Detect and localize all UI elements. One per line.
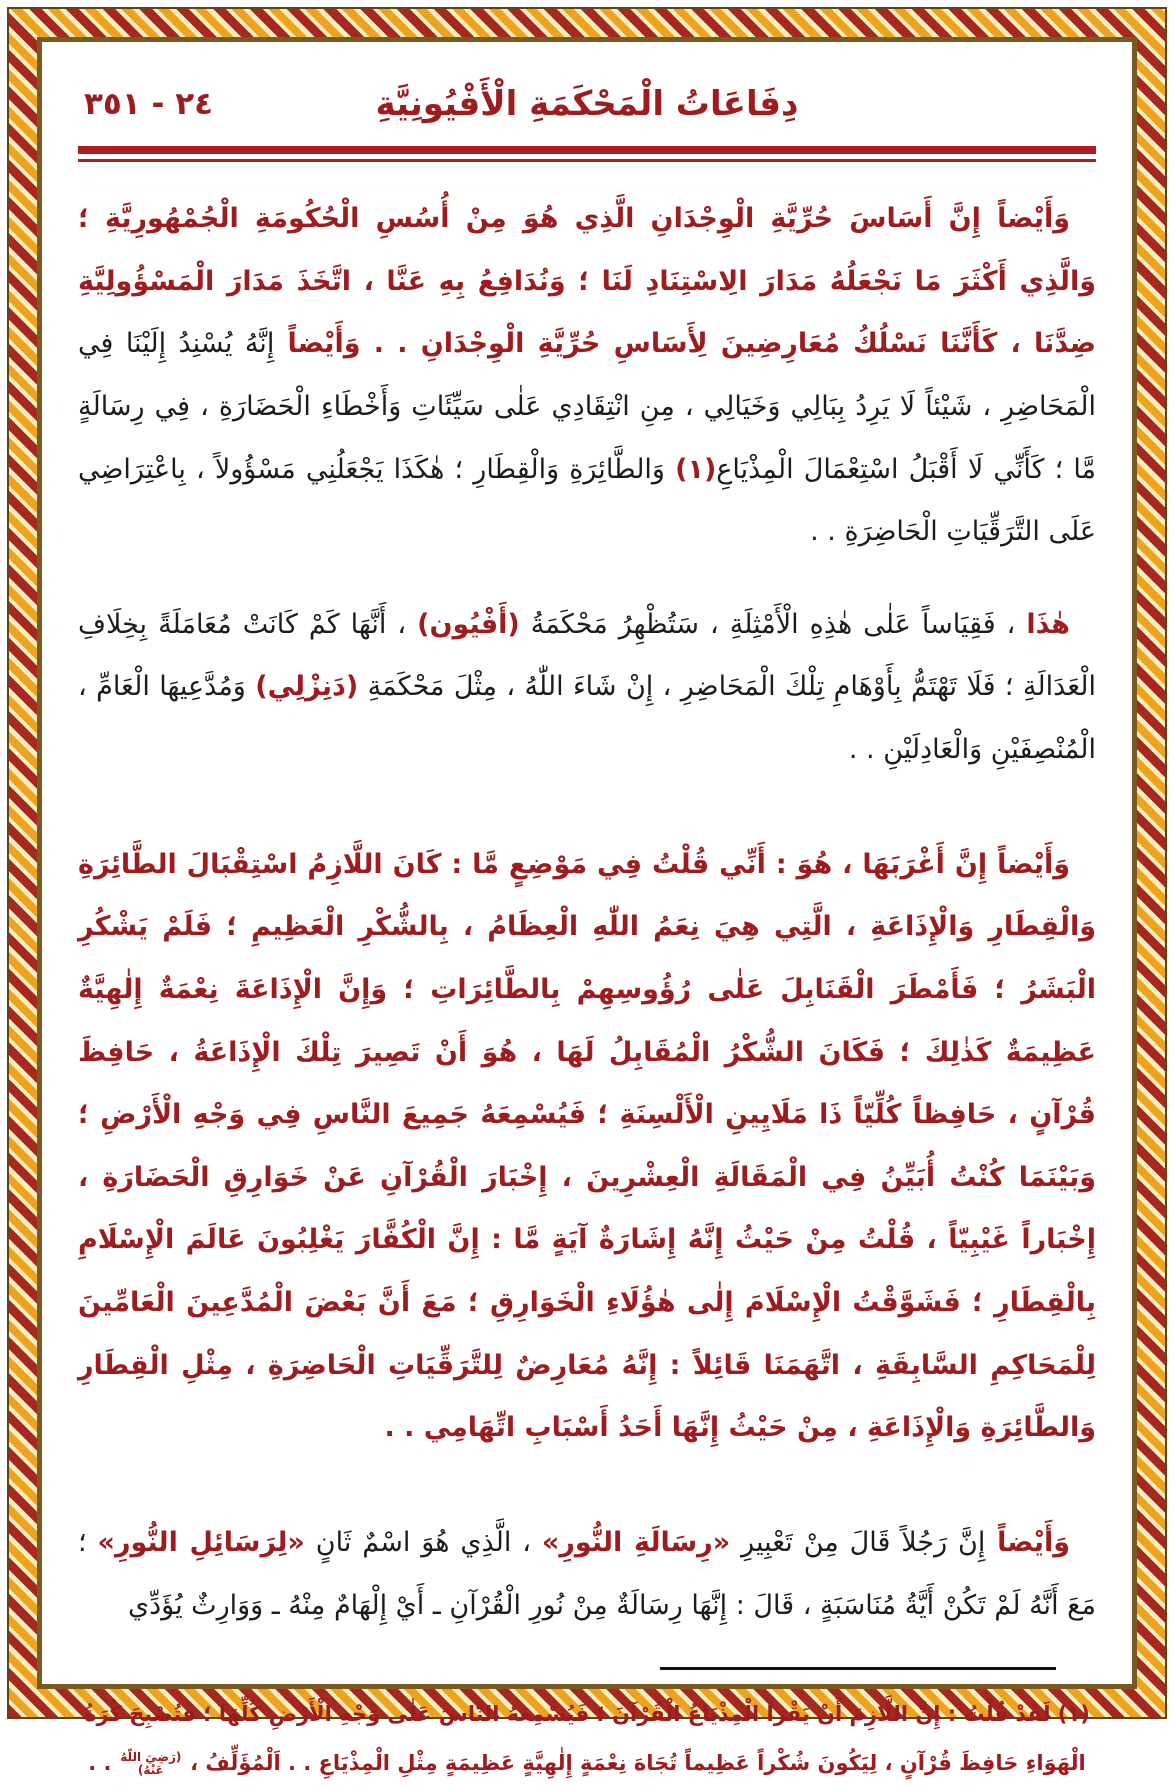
footnote-separator <box>660 1667 1056 1670</box>
court-name-afyon: (أَفْيُون) <box>417 608 520 640</box>
body-run: ، فَقِيَاساً عَلٰى هٰذِهِ الْأَمْثِلَةِ ، سَتُظْهِرُ مَحْكَمَةُ <box>519 608 1027 640</box>
body-run: وَمُدَّعِيهَا الْعَامِّ ، الْمُنْصِفَيْنِ وَالْعَادِلَيْنِ . . <box>78 671 1096 765</box>
body-run: إِنَّ رَجُلاً قَالَ مِنْ تَعْبِيرِ <box>730 1526 986 1558</box>
emphasis-run: هٰذَا <box>1026 608 1070 640</box>
author-seal: (رَضِيَ اللّٰهُ عَنْهُ) <box>120 1750 182 1778</box>
court-name-denizli: (دَنِزْلِي) <box>255 671 359 703</box>
emphasis-run: وَأَيْضاً إِنَّ أَسَاسَ حُرِّيَّةِ الْوِجْدَانِ الَّذِي هُوَ مِنْ أُسُسِ الْحُكُومَةِ الْجُمْهُورِيَّةِ ؛ وَالَّذِي أَكْثَرَ مَا نَجْعَلُهُ مَدَارَ الِاسْتِنَادِ لَنَا ؛ وَنُدَافِعُ بِهِ عَنَّا ، اتَّخَذَ مَدَارَ الْمَسْؤُولِيَّةِ ضِدَّنَا ، كَأَنَّنَا نَسْلُكُ مُعَارِضِينَ لِأَسَاسِ حُرِّيَّةِ الْوِجْدَانِ . . وَأَيْضاً <box>78 203 1096 360</box>
body-text <box>78 188 1096 1637</box>
footnote-text: (١) لَقَدْ قُلْتُ : إِنَّ اللَّازِمَ أَنْ يَقْرَأَ الْمِذْيَاعُ الْقُرْآنَ ؛ فَيُسْمِعَهُ النَّاسَ عَلٰى وَجْهِ الْأَرْضِ كُلِّهَا ؛ فَتُصْبِحَ كُرَةُ الْهَوَاءِ حَافِظَ قُرْآنٍ ، لِيَكُونَ شُكْراً عَظِيماً تُجَاهَ نِعْمَةٍ إِلٰهِيَّةٍ عَظِيمَةٍ مِثْلِ الْمِذْيَاعِ . . <box>84 1702 1090 1776</box>
footnote-marker-ref: (١) <box>675 453 717 485</box>
title-rule-thick <box>78 146 1096 154</box>
body-run: ، أَنَّهَا كَمْ كَانَتْ مُعَامَلَةً بِخِلَافِ الْعَدَالَةِ ؛ فَلَا تَهْتَمُّ بِأَوْهَامِ تِلْكَ الْمَحَاضِرِ ، إِنْ شَاءَ اللّٰهُ ، مِثْلَ مَحْكَمَةِ <box>78 608 1096 703</box>
footnote <box>78 1690 1096 1789</box>
body-run: إِنَّهُ يُسْنِدُ إِلَيْنَا فِي الْمَحَاضِرِ ، شَيْئاً لَا يَرِدُ بِبَالِي وَخَيَالِي ، مِنِ انْتِقَادِي عَلٰى سَيِّئَاتِ وَأَخْطَاءِ الْحَضَارَةِ ، فِي رِسَالَةٍ مَّا ؛ كَأَنِّي لَا أَقْبَلُ اسْتِعْمَالَ الْمِذْيَاعِ <box>78 328 1097 485</box>
title-rule-thin <box>78 159 1096 162</box>
page-number: ٢٤ - ٣٥١ <box>84 86 214 122</box>
body-run: ، الَّذِي هُوَ اسْمٌ ثَانٍ <box>304 1526 542 1558</box>
author-signature: اَلْمُؤَلِّفُ ، <box>182 1751 281 1776</box>
paragraph-1 <box>78 188 1096 564</box>
paragraph-3 <box>78 834 1096 1460</box>
book-title-rasail: «لِرَسَائِلِ النُّورِ» <box>97 1526 305 1558</box>
page-header <box>78 72 1096 136</box>
book-title-risale: «رِسَالَةِ النُّورِ» <box>541 1526 731 1558</box>
page-content-area <box>37 37 1137 1778</box>
paragraph-4 <box>78 1512 1096 1637</box>
emphasis-run: وَأَيْضاً <box>985 1526 1071 1558</box>
ornamental-border <box>7 7 1167 1778</box>
emphasis-run: وَأَيْضاً إِنَّ أَغْرَبَهَا ، هُوَ : أَنِّي قُلْتُ فِي مَوْضِعٍ مَّا : كَانَ اللَّازِمُ اسْتِقْبَالَ الطَّائِرَةِ وَالْقِطَارِ وَالْإِذَاعَةِ ، الَّتِي هِيَ نِعَمُ اللّٰهِ الْعِظَامُ ، بِالشُّكْرِ الْعَظِيمِ ؛ فَلَمْ يَشْكُرِ الْبَشَرُ ؛ فَأَمْطَرَ الْقَنَابِلَ عَلٰى رُؤُوسِهِمْ بِالطَّائِرَاتِ ؛ وَإِنَّ الْإِذَاعَةَ نِعْمَةٌ إِلٰهِيَّةٌ عَظِيمَةٌ كَذٰلِكَ ؛ فَكَانَ الشُّكْرُ الْمُقَابِلُ لَهَا ، هُوَ أَنْ تَصِيرَ تِلْكَ الْإِذَاعَةُ ، حَافِظَ قُرْآنٍ ، حَافِظاً كُلِّيّاً ذَا مَلَايِينِ الْأَلْسِنَةِ ؛ فَيُسْمِعَهُ جَمِيعَ النَّاسِ فِي وَجْهِ الْأَرْضِ ؛ وَبَيْنَمَا كُنْتُ أُبَيِّنُ فِي الْمَقَالَةِ الْعِشْرِينَ ، إِخْبَارَ الْقُرْآنِ عَنْ خَوَارِقِ الْحَضَارَةِ ، إِخْبَاراً غَيْبِيّاً ، قُلْتُ مِنْ حَيْثُ إِنَّهُ إِشَارَةٌ آيَةٍ مَّا : إِنَّ الْكُفَّارَ يَغْلِبُونَ عَالَمَ الْإِسْلَامِ بِالْقِطَارِ ؛ فَشَوَّقْتُ الْإِسْلَامَ إِلٰى هٰؤُلَاءِ الْخَوَارِقِ ؛ مَعَ أَنَّ بَعْضَ الْمُدَّعِينَ الْعَامِّينَ لِلْمَحَاكِمِ السَّابِقَةِ ، اتَّهَمَنَا قَائِلاً : إِنَّهُ مُعَارِضٌ لِلتَّرَقِّيَاتِ الْحَاضِرَةِ ، مِثْلِ الْقِطَارِ وَالطَّائِرَةِ وَالْإِذَاعَةِ ، مِنْ حَيْثُ إِنَّهَا أَحَدُ أَسْبَابِ اتِّهَامِي . . <box>78 848 1096 1444</box>
page-title: دِفَاعَاتُ الْمَحْكَمَةِ الْأَفْيُونِيَّةِ <box>375 84 799 124</box>
footnote-trail-dots: . . <box>88 1751 119 1776</box>
body-run: ؛ مَعَ أَنَّهُ لَمْ تَكُنْ أَيَّةُ مُنَاسَبَةٍ ، قَالَ : إِنَّهَا رِسَالَةٌ مِنْ نُورِ الْقُرْآنِ ـ أَيْ إِلْهَامٌ مِنْهُ ـ وَوَارِثٌ يُؤَدِّي <box>78 1526 1096 1621</box>
paragraph-2 <box>78 594 1096 782</box>
body-run: وَالطَّائِرَةِ وَالْقِطَارِ ؛ هٰكَذَا يَجْعَلُنِي مَسْؤُولاً ، بِاعْتِرَاضِي عَلَى التَّرَقِّيَاتِ الْحَاضِرَةِ . . <box>78 453 1096 548</box>
